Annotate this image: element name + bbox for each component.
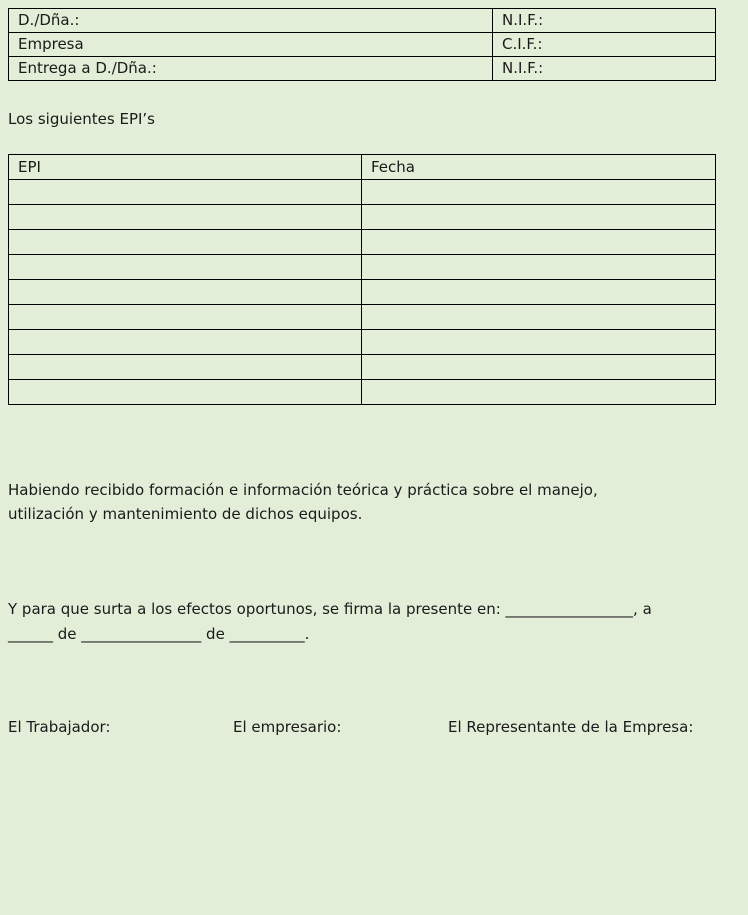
epi-cell[interactable] <box>9 355 362 380</box>
epi-intro-text: Los siguientes EPI’s <box>8 110 155 128</box>
table-row <box>9 355 716 380</box>
table-row <box>9 205 716 230</box>
table-row <box>9 57 716 81</box>
date-cell[interactable] <box>362 355 716 380</box>
worker-signature-label: El Trabajador: <box>8 718 111 736</box>
table-row <box>9 380 716 405</box>
table-row <box>9 230 716 255</box>
epi-cell[interactable] <box>9 205 362 230</box>
epi-cell[interactable] <box>9 255 362 280</box>
table-row <box>9 280 716 305</box>
epi-column-header: EPI <box>9 155 362 180</box>
epi-cell[interactable] <box>9 230 362 255</box>
epi-cell[interactable] <box>9 280 362 305</box>
delivered-to-cell[interactable]: Entrega a D./Dña.: <box>9 57 493 81</box>
epi-table <box>8 154 716 405</box>
company-cif-cell[interactable]: C.I.F.: <box>493 33 716 57</box>
date-cell[interactable] <box>362 280 716 305</box>
worker-info-table <box>8 8 716 81</box>
epi-cell[interactable] <box>9 305 362 330</box>
table-row <box>9 9 716 33</box>
epi-cell[interactable] <box>9 180 362 205</box>
table-header-row <box>9 155 716 180</box>
signature-place-line-1: Y para que surta a los efectos oportunos, se firma la presente en: _________________, a <box>8 600 652 618</box>
date-cell[interactable] <box>362 230 716 255</box>
training-text-line-1: Habiendo recibido formación e información teórica y práctica sobre el manejo, <box>8 481 598 499</box>
table-row <box>9 33 716 57</box>
table-row <box>9 180 716 205</box>
table-row <box>9 305 716 330</box>
date-column-header: Fecha <box>362 155 716 180</box>
date-cell[interactable] <box>362 180 716 205</box>
date-cell[interactable] <box>362 380 716 405</box>
company-cell[interactable]: Empresa <box>9 33 493 57</box>
representative-signature-label: El Representante de la Empresa: <box>448 718 694 736</box>
signature-date-line-2: ______ de ________________ de __________. <box>8 625 310 643</box>
date-cell[interactable] <box>362 305 716 330</box>
table-row <box>9 330 716 355</box>
worker-name-cell[interactable]: D./Dña.: <box>9 9 493 33</box>
epi-cell[interactable] <box>9 330 362 355</box>
date-cell[interactable] <box>362 330 716 355</box>
worker-nif-cell[interactable]: N.I.F.: <box>493 9 716 33</box>
employer-signature-label: El empresario: <box>233 718 342 736</box>
date-cell[interactable] <box>362 205 716 230</box>
epi-cell[interactable] <box>9 380 362 405</box>
training-text-line-2: utilización y mantenimiento de dichos equipos. <box>8 505 363 523</box>
delivered-to-nif-cell[interactable]: N.I.F.: <box>493 57 716 81</box>
date-cell[interactable] <box>362 255 716 280</box>
table-row <box>9 255 716 280</box>
